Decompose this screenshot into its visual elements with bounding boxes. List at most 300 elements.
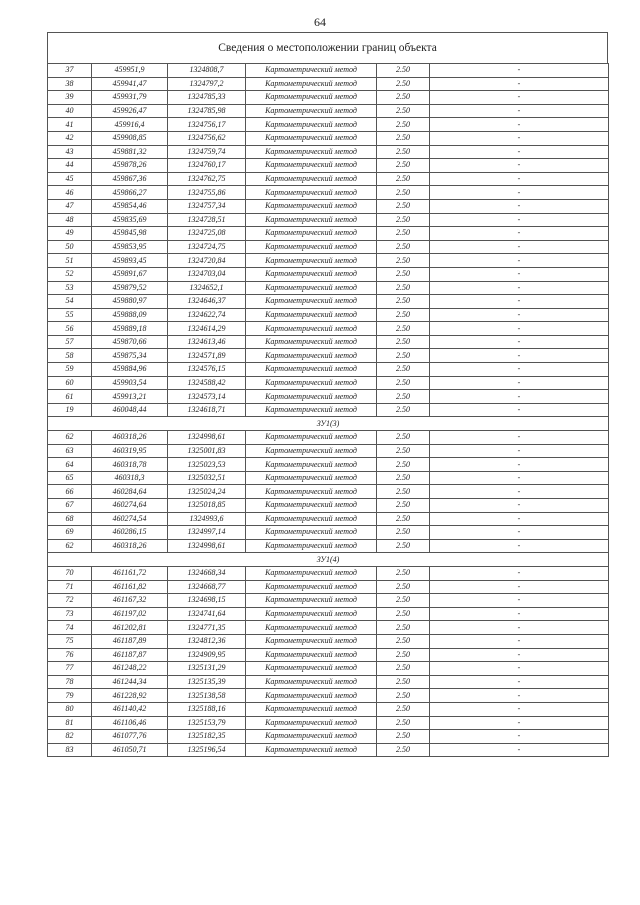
precision-cell: 2.50 <box>377 730 430 744</box>
precision-cell: 2.50 <box>377 580 430 594</box>
method-cell: Картометрический метод <box>246 77 377 91</box>
method-cell: Картометрический метод <box>246 730 377 744</box>
y-coordinate-cell: 1325131,29 <box>168 662 246 676</box>
table-row <box>48 213 609 227</box>
method-cell: Картометрический метод <box>246 403 377 417</box>
y-coordinate-cell: 1324757,34 <box>168 199 246 213</box>
y-coordinate-cell: 1324728,51 <box>168 213 246 227</box>
table-row <box>48 91 609 105</box>
y-coordinate-cell: 1324646,37 <box>168 295 246 309</box>
x-coordinate-cell: 459913,21 <box>92 390 168 404</box>
precision-cell: 2.50 <box>377 566 430 580</box>
description-cell: - <box>430 594 609 608</box>
method-cell: Картометрический метод <box>246 594 377 608</box>
table-row <box>48 118 609 132</box>
precision-cell: 2.50 <box>377 376 430 390</box>
y-coordinate-cell: 1324588,42 <box>168 376 246 390</box>
x-coordinate-cell: 461244,34 <box>92 675 168 689</box>
y-coordinate-cell: 1325182,35 <box>168 730 246 744</box>
description-cell: - <box>430 240 609 254</box>
table-row <box>48 349 609 363</box>
x-coordinate-cell: 461167,32 <box>92 594 168 608</box>
precision-cell: 2.50 <box>377 104 430 118</box>
point-number-cell: 48 <box>48 213 92 227</box>
x-coordinate-cell: 459893,45 <box>92 254 168 268</box>
point-number-cell: 69 <box>48 526 92 540</box>
table-row <box>48 648 609 662</box>
point-number-cell: 53 <box>48 281 92 295</box>
point-number-cell: 72 <box>48 594 92 608</box>
x-coordinate-cell: 459941,47 <box>92 77 168 91</box>
x-coordinate-cell: 459889,18 <box>92 322 168 336</box>
table-row <box>48 403 609 417</box>
point-number-cell: 56 <box>48 322 92 336</box>
x-coordinate-cell: 461187,89 <box>92 634 168 648</box>
x-coordinate-cell: 460274,64 <box>92 499 168 513</box>
y-coordinate-cell: 1325018,85 <box>168 499 246 513</box>
method-cell: Картометрический метод <box>246 145 377 159</box>
x-coordinate-cell: 459903,54 <box>92 376 168 390</box>
method-cell: Картометрический метод <box>246 702 377 716</box>
y-coordinate-cell: 1324576,15 <box>168 363 246 377</box>
method-cell: Картометрический метод <box>246 322 377 336</box>
method-cell: Картометрический метод <box>246 607 377 621</box>
y-coordinate-cell: 1324762,75 <box>168 172 246 186</box>
table-row <box>48 267 609 281</box>
description-cell: - <box>430 254 609 268</box>
description-cell: - <box>430 648 609 662</box>
point-number-cell: 66 <box>48 485 92 499</box>
y-coordinate-cell: 1324808,7 <box>168 64 246 78</box>
point-number-cell: 62 <box>48 539 92 553</box>
method-cell: Картометрический метод <box>246 281 377 295</box>
y-coordinate-cell: 1324756,17 <box>168 118 246 132</box>
table-row <box>48 308 609 322</box>
point-number-cell: 63 <box>48 444 92 458</box>
point-number-cell: 46 <box>48 186 92 200</box>
point-number-cell: 75 <box>48 634 92 648</box>
precision-cell: 2.50 <box>377 77 430 91</box>
precision-cell: 2.50 <box>377 118 430 132</box>
y-coordinate-cell: 1325023,53 <box>168 458 246 472</box>
y-coordinate-cell: 1324998,61 <box>168 431 246 445</box>
y-coordinate-cell: 1325196,54 <box>168 743 246 757</box>
y-coordinate-cell: 1324741,64 <box>168 607 246 621</box>
method-cell: Картометрический метод <box>246 376 377 390</box>
precision-cell: 2.50 <box>377 539 430 553</box>
precision-cell: 2.50 <box>377 254 430 268</box>
y-coordinate-cell: 1325138,58 <box>168 689 246 703</box>
precision-cell: 2.50 <box>377 675 430 689</box>
y-coordinate-cell: 1324771,35 <box>168 621 246 635</box>
x-coordinate-cell: 459878,26 <box>92 159 168 173</box>
method-cell: Картометрический метод <box>246 254 377 268</box>
x-coordinate-cell: 459951,9 <box>92 64 168 78</box>
description-cell: - <box>430 227 609 241</box>
x-coordinate-cell: 460274,54 <box>92 512 168 526</box>
table-row <box>48 539 609 553</box>
precision-cell: 2.50 <box>377 702 430 716</box>
point-number-cell: 40 <box>48 104 92 118</box>
y-coordinate-cell: 1324785,33 <box>168 91 246 105</box>
method-cell: Картометрический метод <box>246 444 377 458</box>
y-coordinate-cell: 1324703,04 <box>168 267 246 281</box>
point-number-cell: 61 <box>48 390 92 404</box>
x-coordinate-cell: 459916,4 <box>92 118 168 132</box>
coordinates-table <box>47 63 609 757</box>
point-number-cell: 37 <box>48 64 92 78</box>
x-coordinate-cell: 460286,15 <box>92 526 168 540</box>
description-cell: - <box>430 702 609 716</box>
point-number-cell: 42 <box>48 131 92 145</box>
x-coordinate-cell: 461202,81 <box>92 621 168 635</box>
section-row <box>48 417 609 431</box>
method-cell: Картометрический метод <box>246 485 377 499</box>
table-row <box>48 254 609 268</box>
description-cell: - <box>430 186 609 200</box>
precision-cell: 2.50 <box>377 458 430 472</box>
method-cell: Картометрический метод <box>246 186 377 200</box>
point-number-cell: 73 <box>48 607 92 621</box>
precision-cell: 2.50 <box>377 91 430 105</box>
method-cell: Картометрический метод <box>246 648 377 662</box>
method-cell: Картометрический метод <box>246 199 377 213</box>
description-cell: - <box>430 172 609 186</box>
point-number-cell: 58 <box>48 349 92 363</box>
precision-cell: 2.50 <box>377 240 430 254</box>
x-coordinate-cell: 461140,42 <box>92 702 168 716</box>
y-coordinate-cell: 1324760,17 <box>168 159 246 173</box>
point-number-cell: 71 <box>48 580 92 594</box>
table-title: Сведения о местоположении границ объекта <box>47 32 608 63</box>
y-coordinate-cell: 1324993,6 <box>168 512 246 526</box>
description-cell: - <box>430 580 609 594</box>
table-row <box>48 159 609 173</box>
description-cell: - <box>430 566 609 580</box>
method-cell: Картометрический метод <box>246 295 377 309</box>
x-coordinate-cell: 459835,69 <box>92 213 168 227</box>
method-cell: Картометрический метод <box>246 64 377 78</box>
description-cell: - <box>430 621 609 635</box>
table-row <box>48 716 609 730</box>
description-cell: - <box>430 539 609 553</box>
description-cell: - <box>430 295 609 309</box>
description-cell: - <box>430 634 609 648</box>
point-number-cell: 77 <box>48 662 92 676</box>
table-row <box>48 675 609 689</box>
point-number-cell: 68 <box>48 512 92 526</box>
table-row <box>48 431 609 445</box>
x-coordinate-cell: 459866,27 <box>92 186 168 200</box>
description-cell: - <box>430 444 609 458</box>
method-cell: Картометрический метод <box>246 308 377 322</box>
description-cell: - <box>430 91 609 105</box>
precision-cell: 2.50 <box>377 634 430 648</box>
precision-cell: 2.50 <box>377 363 430 377</box>
x-coordinate-cell: 459879,52 <box>92 281 168 295</box>
coordinates-table-body <box>48 64 609 757</box>
point-number-cell: 47 <box>48 199 92 213</box>
point-number-cell: 60 <box>48 376 92 390</box>
table-row <box>48 444 609 458</box>
precision-cell: 2.50 <box>377 431 430 445</box>
x-coordinate-cell: 459875,34 <box>92 349 168 363</box>
point-number-cell: 64 <box>48 458 92 472</box>
y-coordinate-cell: 1324618,71 <box>168 403 246 417</box>
precision-cell: 2.50 <box>377 199 430 213</box>
y-coordinate-cell: 1324613,46 <box>168 335 246 349</box>
y-coordinate-cell: 1324668,34 <box>168 566 246 580</box>
point-number-cell: 67 <box>48 499 92 513</box>
method-cell: Картометрический метод <box>246 431 377 445</box>
y-coordinate-cell: 1324720,84 <box>168 254 246 268</box>
table-row <box>48 322 609 336</box>
method-cell: Картометрический метод <box>246 566 377 580</box>
precision-cell: 2.50 <box>377 64 430 78</box>
section-label: ЗУ1(4) <box>48 553 609 567</box>
table-row <box>48 662 609 676</box>
x-coordinate-cell: 460318,26 <box>92 431 168 445</box>
x-coordinate-cell: 461050,71 <box>92 743 168 757</box>
table-row <box>48 743 609 757</box>
method-cell: Картометрический метод <box>246 716 377 730</box>
method-cell: Картометрический метод <box>246 539 377 553</box>
y-coordinate-cell: 1324997,14 <box>168 526 246 540</box>
description-cell: - <box>430 512 609 526</box>
precision-cell: 2.50 <box>377 349 430 363</box>
table-row <box>48 240 609 254</box>
table-row <box>48 621 609 635</box>
x-coordinate-cell: 461228,92 <box>92 689 168 703</box>
precision-cell: 2.50 <box>377 526 430 540</box>
precision-cell: 2.50 <box>377 648 430 662</box>
description-cell: - <box>430 526 609 540</box>
precision-cell: 2.50 <box>377 308 430 322</box>
description-cell: - <box>430 159 609 173</box>
table-row <box>48 730 609 744</box>
x-coordinate-cell: 461106,46 <box>92 716 168 730</box>
precision-cell: 2.50 <box>377 186 430 200</box>
point-number-cell: 78 <box>48 675 92 689</box>
description-cell: - <box>430 716 609 730</box>
y-coordinate-cell: 1324668,77 <box>168 580 246 594</box>
table-row <box>48 104 609 118</box>
table-row <box>48 458 609 472</box>
description-cell: - <box>430 322 609 336</box>
description-cell: - <box>430 743 609 757</box>
method-cell: Картометрический метод <box>246 458 377 472</box>
precision-cell: 2.50 <box>377 322 430 336</box>
table-row <box>48 512 609 526</box>
precision-cell: 2.50 <box>377 485 430 499</box>
y-coordinate-cell: 1324571,89 <box>168 349 246 363</box>
method-cell: Картометрический метод <box>246 159 377 173</box>
description-cell: - <box>430 335 609 349</box>
method-cell: Картометрический метод <box>246 512 377 526</box>
method-cell: Картометрический метод <box>246 131 377 145</box>
precision-cell: 2.50 <box>377 471 430 485</box>
x-coordinate-cell: 459891,67 <box>92 267 168 281</box>
point-number-cell: 54 <box>48 295 92 309</box>
table-row <box>48 227 609 241</box>
y-coordinate-cell: 1324725,08 <box>168 227 246 241</box>
method-cell: Картометрический метод <box>246 662 377 676</box>
description-cell: - <box>430 199 609 213</box>
table-row <box>48 199 609 213</box>
table-row <box>48 376 609 390</box>
table-row <box>48 390 609 404</box>
point-number-cell: 43 <box>48 145 92 159</box>
method-cell: Картометрический метод <box>246 240 377 254</box>
description-cell: - <box>430 349 609 363</box>
method-cell: Картометрический метод <box>246 335 377 349</box>
point-number-cell: 49 <box>48 227 92 241</box>
method-cell: Картометрический метод <box>246 689 377 703</box>
description-cell: - <box>430 64 609 78</box>
method-cell: Картометрический метод <box>246 621 377 635</box>
y-coordinate-cell: 1324759,74 <box>168 145 246 159</box>
point-number-cell: 19 <box>48 403 92 417</box>
description-cell: - <box>430 458 609 472</box>
x-coordinate-cell: 459888,09 <box>92 308 168 322</box>
point-number-cell: 52 <box>48 267 92 281</box>
point-number-cell: 82 <box>48 730 92 744</box>
method-cell: Картометрический метод <box>246 675 377 689</box>
point-number-cell: 80 <box>48 702 92 716</box>
table-row <box>48 485 609 499</box>
table-row <box>48 131 609 145</box>
precision-cell: 2.50 <box>377 444 430 458</box>
method-cell: Картометрический метод <box>246 580 377 594</box>
section-label: ЗУ1(3) <box>48 417 609 431</box>
precision-cell: 2.50 <box>377 512 430 526</box>
y-coordinate-cell: 1325153,79 <box>168 716 246 730</box>
method-cell: Картометрический метод <box>246 172 377 186</box>
point-number-cell: 83 <box>48 743 92 757</box>
page-number: 64 <box>314 15 326 29</box>
precision-cell: 2.50 <box>377 621 430 635</box>
point-number-cell: 62 <box>48 431 92 445</box>
precision-cell: 2.50 <box>377 159 430 173</box>
description-cell: - <box>430 267 609 281</box>
point-number-cell: 76 <box>48 648 92 662</box>
point-number-cell: 74 <box>48 621 92 635</box>
point-number-cell: 51 <box>48 254 92 268</box>
description-cell: - <box>430 213 609 227</box>
x-coordinate-cell: 460284,64 <box>92 485 168 499</box>
point-number-cell: 79 <box>48 689 92 703</box>
point-number-cell: 65 <box>48 471 92 485</box>
y-coordinate-cell: 1324573,14 <box>168 390 246 404</box>
precision-cell: 2.50 <box>377 295 430 309</box>
x-coordinate-cell: 461197,02 <box>92 607 168 621</box>
x-coordinate-cell: 459845,98 <box>92 227 168 241</box>
y-coordinate-cell: 1324909,95 <box>168 648 246 662</box>
precision-cell: 2.50 <box>377 499 430 513</box>
description-cell: - <box>430 363 609 377</box>
x-coordinate-cell: 461077,76 <box>92 730 168 744</box>
description-cell: - <box>430 77 609 91</box>
method-cell: Картометрический метод <box>246 390 377 404</box>
y-coordinate-cell: 1325001,83 <box>168 444 246 458</box>
precision-cell: 2.50 <box>377 607 430 621</box>
point-number-cell: 57 <box>48 335 92 349</box>
precision-cell: 2.50 <box>377 172 430 186</box>
method-cell: Картометрический метод <box>246 227 377 241</box>
precision-cell: 2.50 <box>377 403 430 417</box>
table-row <box>48 64 609 78</box>
table-row <box>48 580 609 594</box>
table-row <box>48 702 609 716</box>
y-coordinate-cell: 1324756,62 <box>168 131 246 145</box>
method-cell: Картометрический метод <box>246 526 377 540</box>
description-cell: - <box>430 390 609 404</box>
y-coordinate-cell: 1324614,29 <box>168 322 246 336</box>
section-row <box>48 553 609 567</box>
method-cell: Картометрический метод <box>246 743 377 757</box>
method-cell: Картометрический метод <box>246 499 377 513</box>
description-cell: - <box>430 689 609 703</box>
x-coordinate-cell: 460048,44 <box>92 403 168 417</box>
x-coordinate-cell: 459881,32 <box>92 145 168 159</box>
x-coordinate-cell: 459880,97 <box>92 295 168 309</box>
description-cell: - <box>430 431 609 445</box>
table-row <box>48 77 609 91</box>
precision-cell: 2.50 <box>377 743 430 757</box>
method-cell: Картометрический метод <box>246 104 377 118</box>
table-row <box>48 471 609 485</box>
point-number-cell: 59 <box>48 363 92 377</box>
table-row <box>48 172 609 186</box>
description-cell: - <box>430 145 609 159</box>
y-coordinate-cell: 1325032,51 <box>168 471 246 485</box>
precision-cell: 2.50 <box>377 335 430 349</box>
description-cell: - <box>430 730 609 744</box>
point-number-cell: 50 <box>48 240 92 254</box>
method-cell: Картометрический метод <box>246 634 377 648</box>
precision-cell: 2.50 <box>377 213 430 227</box>
table-row <box>48 634 609 648</box>
y-coordinate-cell: 1324698,15 <box>168 594 246 608</box>
description-cell: - <box>430 118 609 132</box>
description-cell: - <box>430 376 609 390</box>
method-cell: Картометрический метод <box>246 91 377 105</box>
precision-cell: 2.50 <box>377 145 430 159</box>
point-number-cell: 44 <box>48 159 92 173</box>
x-coordinate-cell: 459867,36 <box>92 172 168 186</box>
table-row <box>48 145 609 159</box>
table-row <box>48 566 609 580</box>
table-row <box>48 186 609 200</box>
x-coordinate-cell: 460318,3 <box>92 471 168 485</box>
table-row <box>48 594 609 608</box>
table-row <box>48 689 609 703</box>
table-row <box>48 363 609 377</box>
method-cell: Картометрический метод <box>246 363 377 377</box>
x-coordinate-cell: 461248,22 <box>92 662 168 676</box>
description-cell: - <box>430 403 609 417</box>
description-cell: - <box>430 131 609 145</box>
point-number-cell: 38 <box>48 77 92 91</box>
x-coordinate-cell: 459853,95 <box>92 240 168 254</box>
y-coordinate-cell: 1324652,1 <box>168 281 246 295</box>
precision-cell: 2.50 <box>377 662 430 676</box>
x-coordinate-cell: 461161,72 <box>92 566 168 580</box>
x-coordinate-cell: 459870,66 <box>92 335 168 349</box>
y-coordinate-cell: 1325188,16 <box>168 702 246 716</box>
y-coordinate-cell: 1324755,86 <box>168 186 246 200</box>
y-coordinate-cell: 1324812,36 <box>168 634 246 648</box>
